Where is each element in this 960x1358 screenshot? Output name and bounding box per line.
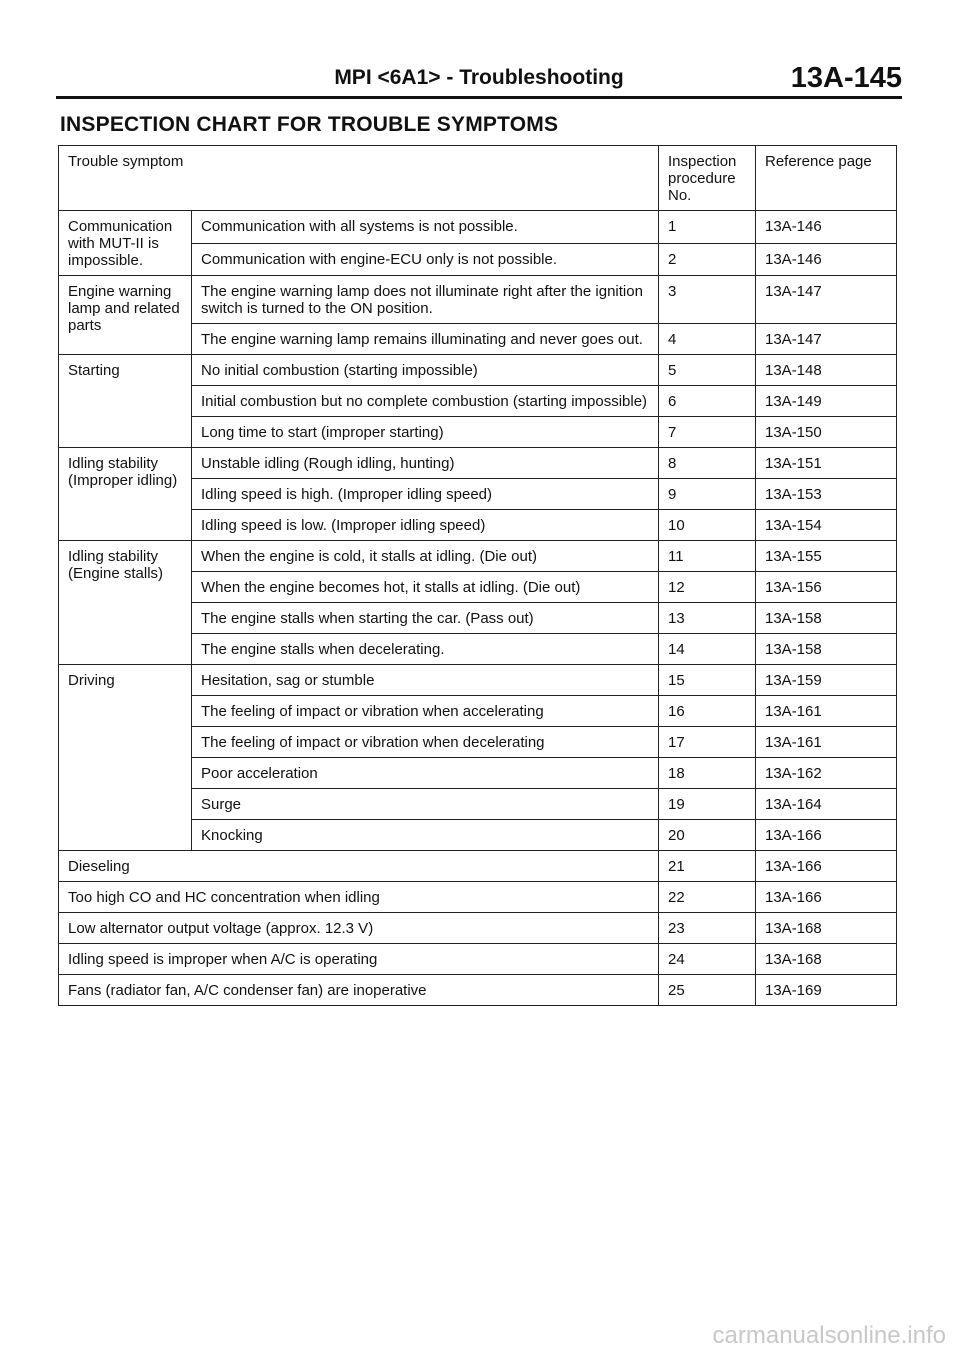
symptom-cell: Initial combustion but no complete combustion (starting impossible) bbox=[192, 386, 659, 417]
category-warning-lamp: Engine warning lamp and related parts bbox=[59, 276, 192, 355]
procedure-cell: 11 bbox=[659, 541, 756, 572]
reference-cell: 13A-147 bbox=[756, 324, 897, 355]
symptom-cell: Surge bbox=[192, 789, 659, 820]
reference-cell: 13A-166 bbox=[756, 820, 897, 851]
reference-cell: 13A-169 bbox=[756, 975, 897, 1006]
header-title: MPI <6A1> - Troubleshooting bbox=[334, 66, 624, 89]
symptom-cell: Knocking bbox=[192, 820, 659, 851]
procedure-cell: 10 bbox=[659, 510, 756, 541]
symptom-cell: When the engine is cold, it stalls at idling. (Die out) bbox=[192, 541, 659, 572]
table-row bbox=[59, 541, 897, 572]
reference-cell: 13A-149 bbox=[756, 386, 897, 417]
category-idling-improper: Idling stability (Improper idling) bbox=[59, 448, 192, 541]
symptom-cell: Idling speed is low. (Improper idling speed) bbox=[192, 510, 659, 541]
procedure-cell: 16 bbox=[659, 696, 756, 727]
procedure-cell: 13 bbox=[659, 603, 756, 634]
reference-cell: 13A-159 bbox=[756, 665, 897, 696]
symptom-cell: Communication with engine-ECU only is not possible. bbox=[192, 243, 659, 276]
reference-cell: 13A-162 bbox=[756, 758, 897, 789]
reference-cell: 13A-158 bbox=[756, 634, 897, 665]
reference-cell: 13A-168 bbox=[756, 913, 897, 944]
reference-cell: 13A-161 bbox=[756, 696, 897, 727]
procedure-cell: 1 bbox=[659, 211, 756, 244]
reference-cell: 13A-147 bbox=[756, 276, 897, 324]
symptom-cell: The engine warning lamp does not illuminate right after the ignition switch is turned to the ON position. bbox=[192, 276, 659, 324]
reference-cell: 13A-151 bbox=[756, 448, 897, 479]
symptom-cell: Idling speed is improper when A/C is operating bbox=[59, 944, 659, 975]
symptom-cell: Dieseling bbox=[59, 851, 659, 882]
reference-cell: 13A-166 bbox=[756, 851, 897, 882]
table-row bbox=[59, 851, 897, 882]
reference-cell: 13A-146 bbox=[756, 211, 897, 244]
inspection-chart-table bbox=[58, 145, 897, 1006]
watermark: carmanualsonline.info bbox=[712, 1322, 946, 1349]
category-communication: Communication with MUT-II is impossible. bbox=[59, 211, 192, 276]
procedure-cell: 21 bbox=[659, 851, 756, 882]
reference-cell: 13A-161 bbox=[756, 727, 897, 758]
symptom-cell: Low alternator output voltage (approx. 12.3 V) bbox=[59, 913, 659, 944]
reference-cell: 13A-156 bbox=[756, 572, 897, 603]
table-row bbox=[59, 448, 897, 479]
reference-cell: 13A-166 bbox=[756, 882, 897, 913]
symptom-cell: The engine stalls when decelerating. bbox=[192, 634, 659, 665]
symptom-cell: Fans (radiator fan, A/C condenser fan) are inoperative bbox=[59, 975, 659, 1006]
reference-cell: 13A-154 bbox=[756, 510, 897, 541]
reference-cell: 13A-168 bbox=[756, 944, 897, 975]
table-row bbox=[59, 975, 897, 1006]
header-inspection-procedure: Inspection procedure No. bbox=[659, 146, 756, 211]
table-row bbox=[59, 211, 897, 244]
symptom-cell: The engine warning lamp remains illuminating and never goes out. bbox=[192, 324, 659, 355]
procedure-cell: 22 bbox=[659, 882, 756, 913]
procedure-cell: 3 bbox=[659, 276, 756, 324]
procedure-cell: 17 bbox=[659, 727, 756, 758]
procedure-cell: 24 bbox=[659, 944, 756, 975]
table-row bbox=[59, 913, 897, 944]
symptom-cell: Idling speed is high. (Improper idling speed) bbox=[192, 479, 659, 510]
category-starting: Starting bbox=[59, 355, 192, 448]
procedure-cell: 7 bbox=[659, 417, 756, 448]
header-page-number: 13A-145 bbox=[790, 62, 902, 94]
procedure-cell: 6 bbox=[659, 386, 756, 417]
procedure-cell: 18 bbox=[659, 758, 756, 789]
symptom-cell: Hesitation, sag or stumble bbox=[192, 665, 659, 696]
header-reference-page: Reference page bbox=[756, 146, 897, 211]
reference-cell: 13A-155 bbox=[756, 541, 897, 572]
reference-cell: 13A-146 bbox=[756, 243, 897, 276]
symptom-cell: When the engine becomes hot, it stalls at idling. (Die out) bbox=[192, 572, 659, 603]
symptom-cell: Communication with all systems is not possible. bbox=[192, 211, 659, 244]
procedure-cell: 2 bbox=[659, 243, 756, 276]
procedure-cell: 23 bbox=[659, 913, 756, 944]
reference-cell: 13A-153 bbox=[756, 479, 897, 510]
reference-cell: 13A-158 bbox=[756, 603, 897, 634]
symptom-cell: The feeling of impact or vibration when accelerating bbox=[192, 696, 659, 727]
table-row bbox=[59, 276, 897, 324]
procedure-cell: 14 bbox=[659, 634, 756, 665]
symptom-cell: No initial combustion (starting impossible) bbox=[192, 355, 659, 386]
symptom-cell: The feeling of impact or vibration when decelerating bbox=[192, 727, 659, 758]
procedure-cell: 19 bbox=[659, 789, 756, 820]
procedure-cell: 5 bbox=[659, 355, 756, 386]
procedure-cell: 12 bbox=[659, 572, 756, 603]
symptom-cell: The engine stalls when starting the car. (Pass out) bbox=[192, 603, 659, 634]
procedure-cell: 15 bbox=[659, 665, 756, 696]
reference-cell: 13A-148 bbox=[756, 355, 897, 386]
symptom-cell: Long time to start (improper starting) bbox=[192, 417, 659, 448]
table-row bbox=[59, 665, 897, 696]
procedure-cell: 25 bbox=[659, 975, 756, 1006]
table-header-row bbox=[59, 146, 897, 211]
procedure-cell: 8 bbox=[659, 448, 756, 479]
table-row bbox=[59, 882, 897, 913]
category-idling-stalls: Idling stability (Engine stalls) bbox=[59, 541, 192, 665]
reference-cell: 13A-164 bbox=[756, 789, 897, 820]
symptom-cell: Poor acceleration bbox=[192, 758, 659, 789]
procedure-cell: 4 bbox=[659, 324, 756, 355]
symptom-cell: Too high CO and HC concentration when idling bbox=[59, 882, 659, 913]
page-header bbox=[56, 62, 902, 99]
symptom-cell: Unstable idling (Rough idling, hunting) bbox=[192, 448, 659, 479]
procedure-cell: 20 bbox=[659, 820, 756, 851]
reference-cell: 13A-150 bbox=[756, 417, 897, 448]
table-row bbox=[59, 944, 897, 975]
category-driving: Driving bbox=[59, 665, 192, 851]
header-trouble-symptom: Trouble symptom bbox=[59, 146, 659, 211]
procedure-cell: 9 bbox=[659, 479, 756, 510]
section-title: INSPECTION CHART FOR TROUBLE SYMPTOMS bbox=[60, 113, 559, 136]
table-row bbox=[59, 355, 897, 386]
